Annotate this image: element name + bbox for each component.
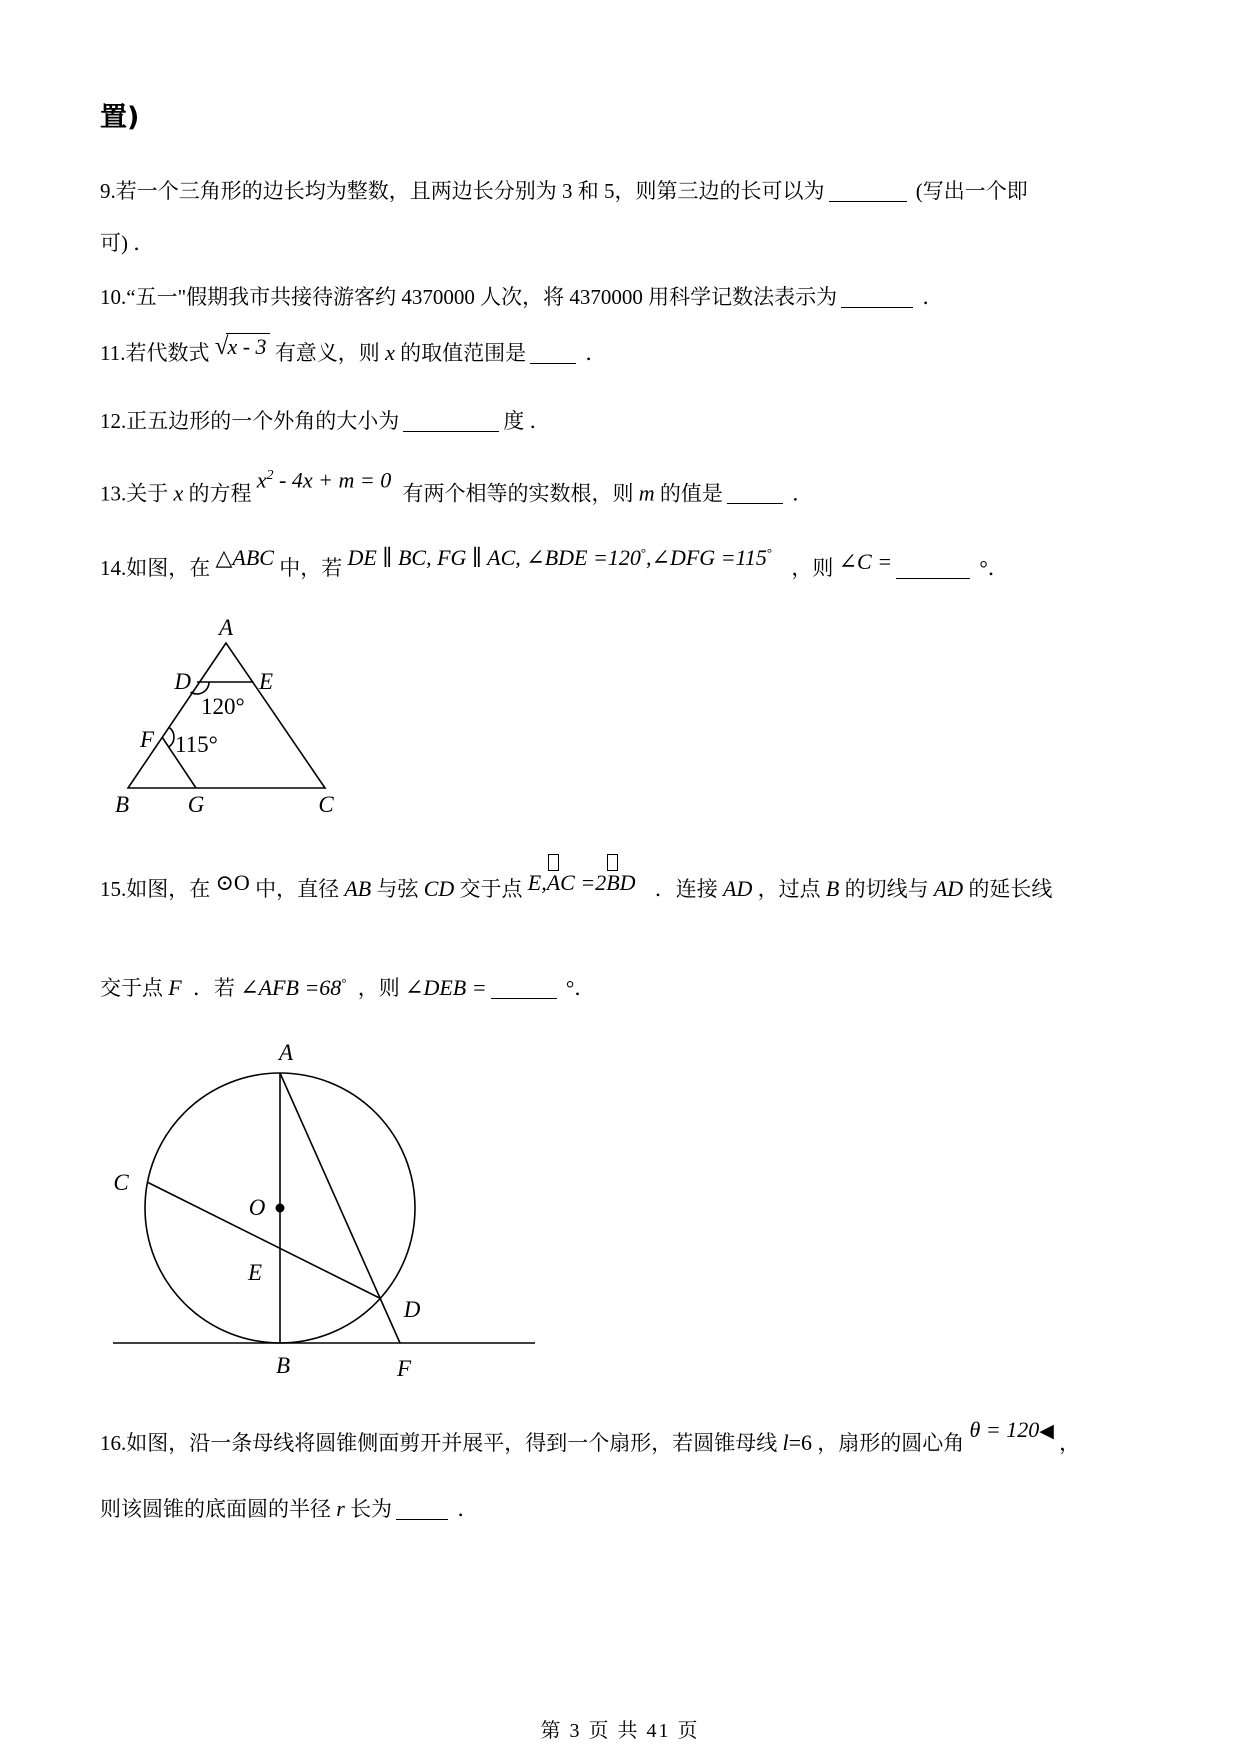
arc-ac-text: AC <box>546 870 575 895</box>
q13-text-e: ． <box>792 481 814 506</box>
label-b: B <box>275 1353 291 1378</box>
q16-text-b: ，扇形的圆心角 <box>817 1431 965 1455</box>
label-f: F <box>139 727 155 752</box>
circle-o-symbol: ⊙O <box>215 870 250 895</box>
question-9-line-2 <box>100 228 154 258</box>
angle-deb: ∠DEB = <box>405 975 487 1000</box>
q16-l2-b: 长为 <box>350 1497 393 1521</box>
degree-sign: ° <box>341 975 347 990</box>
q11-text-b: 有意义，则 <box>274 341 380 365</box>
answer-blank-q14 <box>896 560 970 579</box>
q15-l2-b: ．若 <box>192 976 235 1000</box>
answer-blank-q10 <box>841 289 913 308</box>
label-a: A <box>218 615 234 640</box>
circle-figure <box>95 1030 555 1390</box>
page-footer <box>0 1714 1240 1743</box>
degree-sign: ° <box>766 545 773 560</box>
page-number: 第 3 页 共 41 页 <box>540 1720 700 1742</box>
answer-blank-q9 <box>829 183 907 202</box>
q13-text-d: 的值是 <box>659 481 723 506</box>
question-16-line-2 <box>100 1494 478 1524</box>
point-e: E, <box>527 870 547 895</box>
eq-rest: - 4x + m = 0 <box>273 467 392 493</box>
segment-ad-2: AD <box>933 876 964 901</box>
q14-text-b: 中，若 <box>279 556 343 580</box>
q15-l2-c: ，则 <box>357 976 400 1000</box>
answer-blank-q16 <box>396 1501 448 1520</box>
q13-text-a: 13.关于 <box>100 481 169 506</box>
q15-text-c: 与弦 <box>376 877 419 901</box>
q14-text-d: °． <box>979 556 1009 580</box>
eq-exponent: 2 <box>266 468 274 483</box>
question-14 <box>100 545 1009 583</box>
q14-text-a: 14.如图，在 <box>100 556 211 580</box>
radius-r: r <box>336 1496 345 1521</box>
triangle-abc-symbol: △ABC <box>215 545 274 570</box>
answer-blank-q13 <box>727 485 783 504</box>
question-9-line-1 <box>100 176 1028 206</box>
header-text: 置) <box>100 102 140 133</box>
arc-symbol-box <box>548 854 559 871</box>
triangle-figure <box>95 606 365 826</box>
question-15-line-2 <box>100 968 595 1003</box>
equals-6: =6 <box>788 1430 813 1455</box>
condition-2: ,∠DFG =115 <box>646 545 767 570</box>
label-o: O <box>248 1195 266 1220</box>
q9-text-b: (写出一个即 <box>915 179 1028 203</box>
diameter-ab: AB <box>344 876 372 901</box>
question-15-line-1 <box>100 870 1053 904</box>
theta-value: θ = 120 <box>969 1417 1040 1442</box>
angle-afb-text: ∠AFB =68 <box>240 975 342 1000</box>
q9-text-c: 可) ． <box>100 231 155 255</box>
q16-l2-a: 则该圆锥的底面圆的半径 <box>100 1497 331 1521</box>
angle-115-label: 115° <box>175 732 218 757</box>
q11-var-x: x <box>385 340 395 365</box>
arc-bd <box>606 868 635 898</box>
q10-text-a: 10.“五一"假期我市共接待游客约 4370000 人次，将 4370000 用科学记数法表示为 <box>100 285 838 309</box>
q11-text-d: ． <box>585 341 607 365</box>
arc-equation <box>528 868 636 898</box>
q15-text-g: ，过点 <box>757 877 821 901</box>
angle-c-expression: ∠C = <box>838 549 893 574</box>
q11-text-a: 11.若代数式 <box>100 341 210 365</box>
q15-text-b: 中，直径 <box>255 877 340 901</box>
angle-afb <box>240 975 346 1000</box>
quadratic-equation <box>257 461 391 495</box>
eq-base: x <box>256 467 267 493</box>
q12-text-a: 12.正五边形的一个外角的大小为 <box>100 409 400 433</box>
q15-l2-d: °． <box>565 976 596 1000</box>
arc-bd-text: BD <box>606 870 636 895</box>
q15-text-h: 的切线与 <box>844 877 929 901</box>
segment-ad: AD <box>723 876 753 901</box>
answer-blank-q11 <box>530 345 576 364</box>
arc-symbol-box <box>607 854 618 871</box>
parallel-conditions <box>347 538 772 573</box>
header-fragment <box>100 103 139 133</box>
angle-arc-f <box>168 727 174 747</box>
label-a: A <box>278 1040 294 1065</box>
q15-text-f: ．连接 <box>654 877 718 901</box>
theta-expression <box>970 1415 1054 1447</box>
q9-text-a: 9.若一个三角形的边长均为整数，且两边长分别为 3 和 5，则第三边的长可以为 <box>100 179 825 203</box>
q16-text-c: ， <box>1059 1431 1081 1455</box>
label-g: G <box>187 792 205 817</box>
q13-var-m: m <box>638 480 655 506</box>
q15-text-i: 的延长线 <box>968 877 1053 901</box>
answer-blank-q12 <box>403 413 499 432</box>
question-10 <box>100 282 943 312</box>
point-b: B <box>825 876 840 901</box>
line-adf <box>280 1073 400 1343</box>
question-16-line-1 <box>100 1417 1081 1460</box>
generatrix-l: l <box>782 1430 789 1455</box>
label-d: D <box>174 669 191 694</box>
sqrt-expression <box>215 332 270 362</box>
q16-text-a: 16.如图，沿一条母线将圆锥侧面剪开并展平，得到一个扇形，若圆锥母线 <box>100 1431 778 1455</box>
label-f: F <box>396 1356 412 1381</box>
label-e: E <box>247 1260 263 1285</box>
label-c: C <box>113 1170 129 1195</box>
arc-ac <box>547 868 575 898</box>
question-12 <box>100 406 551 436</box>
q11-text-c: 的取值范围是 <box>400 341 527 365</box>
degree-sign: ° <box>640 545 647 560</box>
corrupted-degree-glyph: ◀ <box>1039 1421 1054 1442</box>
q13-text-c: 有两个相等的实数根，则 <box>402 481 634 506</box>
question-11 <box>100 333 607 368</box>
answer-blank-q15 <box>491 980 557 999</box>
q12-text-b: 度 ． <box>503 409 551 433</box>
label-e: E <box>259 669 274 694</box>
condition-1: DE ∥ BC, FG ∥ AC, ∠BDE =120 <box>347 545 641 570</box>
angle-120-label: 120° <box>201 694 245 719</box>
chord-cd: CD <box>423 876 455 901</box>
equals-2: =2 <box>574 870 607 895</box>
q14-text-c: ，则 <box>791 556 834 580</box>
label-b: B <box>114 792 130 817</box>
q15-l2-a: 交于点 <box>100 976 163 1000</box>
q13-text-b: 的方程 <box>188 481 252 506</box>
q13-var-x: x <box>173 480 184 506</box>
radicand: x - 3 <box>226 333 269 359</box>
label-c: C <box>318 792 334 817</box>
q10-text-b: ． <box>922 285 944 309</box>
q15-text-d: 交于点 <box>459 877 523 901</box>
center-dot <box>276 1204 285 1213</box>
q15-text-a: 15.如图，在 <box>100 877 211 901</box>
point-f: F <box>168 975 182 1000</box>
radical-sign: √ <box>214 333 229 360</box>
label-d: D <box>403 1297 421 1322</box>
question-13 <box>100 467 814 508</box>
q16-l2-c: ． <box>457 1497 479 1521</box>
